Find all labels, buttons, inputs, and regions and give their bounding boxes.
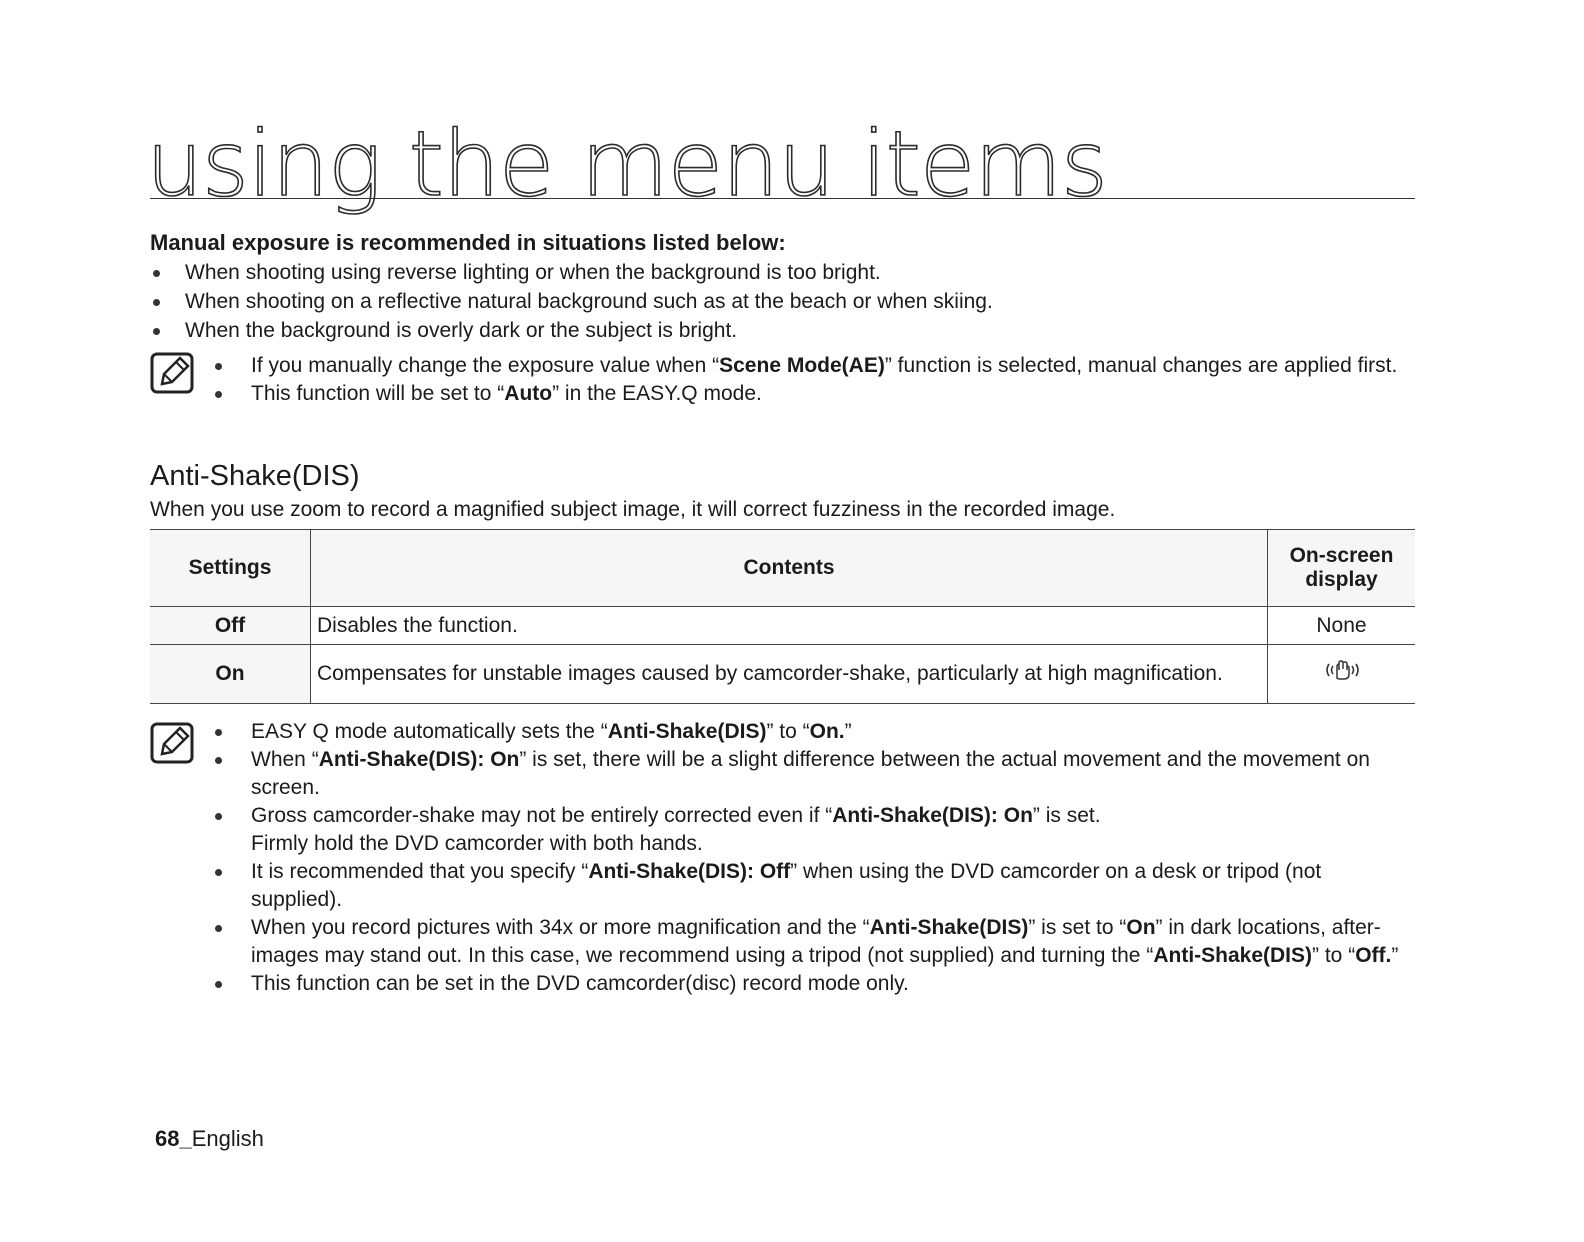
page-title-text: using the menu items <box>146 112 1107 217</box>
bullet-icon <box>215 869 222 876</box>
settings-table <box>150 529 1415 704</box>
cell-setting: Off <box>150 607 311 645</box>
section-title: Anti-Shake(DIS) <box>150 460 360 492</box>
cell-display: None <box>1268 607 1416 645</box>
section-description: When you use zoom to record a magnified subject image, it will correct fuzziness in the recorded image. <box>150 498 1116 521</box>
bullet-icon <box>215 981 222 988</box>
anti-shake-icon <box>1324 658 1360 682</box>
list-item: When shooting using reverse lighting or when the background is too bright. <box>150 258 1250 287</box>
header-settings: Settings <box>150 530 311 607</box>
header-contents: Contents <box>311 530 1268 607</box>
bullet-icon <box>153 299 160 306</box>
list-item: When “Anti-Shake(DIS): On” is set, there will be a slight difference between the actual movement and the movement on screen. <box>215 746 1415 802</box>
bullet-icon <box>215 757 222 764</box>
bullet-icon <box>215 391 222 398</box>
list-item: Gross camcorder-shake may not be entirely corrected even if “Anti-Shake(DIS): On” is set. Firmly hold the DVD camcorder with both hands. <box>215 802 1415 858</box>
table-header-row <box>150 530 1415 607</box>
note-list-exposure <box>215 352 1400 408</box>
list-item: It is recommended that you specify “Anti-Shake(DIS): Off” when using the DVD camcorder on a desk or tripod (not supplied). <box>215 858 1415 914</box>
note-icon <box>150 722 196 764</box>
bullet-icon <box>215 925 222 932</box>
table-row <box>150 607 1415 645</box>
footer-language: English <box>191 1126 264 1151</box>
list-item: When the background is overly dark or the subject is bright. <box>150 316 1250 345</box>
note-icon <box>150 352 196 394</box>
list-item: When you record pictures with 34x or more magnification and the “Anti-Shake(DIS)” is set to “On” in dark locations, after-images may stand out. In this case, we recommend using a tripod (not supplied) and turning the “Anti-Shake(DIS)” to “Off.” <box>215 914 1415 970</box>
bullet-icon <box>215 729 222 736</box>
bullet-icon <box>153 270 160 277</box>
bullet-icon <box>153 328 160 335</box>
cell-display <box>1268 645 1416 704</box>
cell-contents: Disables the function. <box>311 607 1268 645</box>
page-footer <box>155 1126 264 1152</box>
cell-setting: On <box>150 645 311 704</box>
list-item: This function will be set to “Auto” in the EASY.Q mode. <box>215 380 1400 408</box>
note-list-anti-shake <box>215 718 1415 998</box>
list-item: When shooting on a reflective natural background such as at the beach or when skiing. <box>150 287 1250 316</box>
bullet-icon <box>215 813 222 820</box>
header-display: On-screen display <box>1268 530 1416 607</box>
bullet-icon <box>215 363 222 370</box>
list-item: EASY Q mode automatically sets the “Anti-Shake(DIS)” to “On.” <box>215 718 1415 746</box>
list-item: If you manually change the exposure value when “Scene Mode(AE)” function is selected, manual changes are applied first. <box>215 352 1400 380</box>
page-title <box>146 112 1415 217</box>
table-row <box>150 645 1415 704</box>
page-number: 68_ <box>155 1126 192 1151</box>
list-item: This function can be set in the DVD camcorder(disc) record mode only. <box>215 970 1415 998</box>
cell-contents: Compensates for unstable images caused by camcorder-shake, particularly at high magnification. <box>311 645 1268 704</box>
intro-list <box>150 258 1250 345</box>
intro-heading: Manual exposure is recommended in situations listed below: <box>150 230 786 255</box>
